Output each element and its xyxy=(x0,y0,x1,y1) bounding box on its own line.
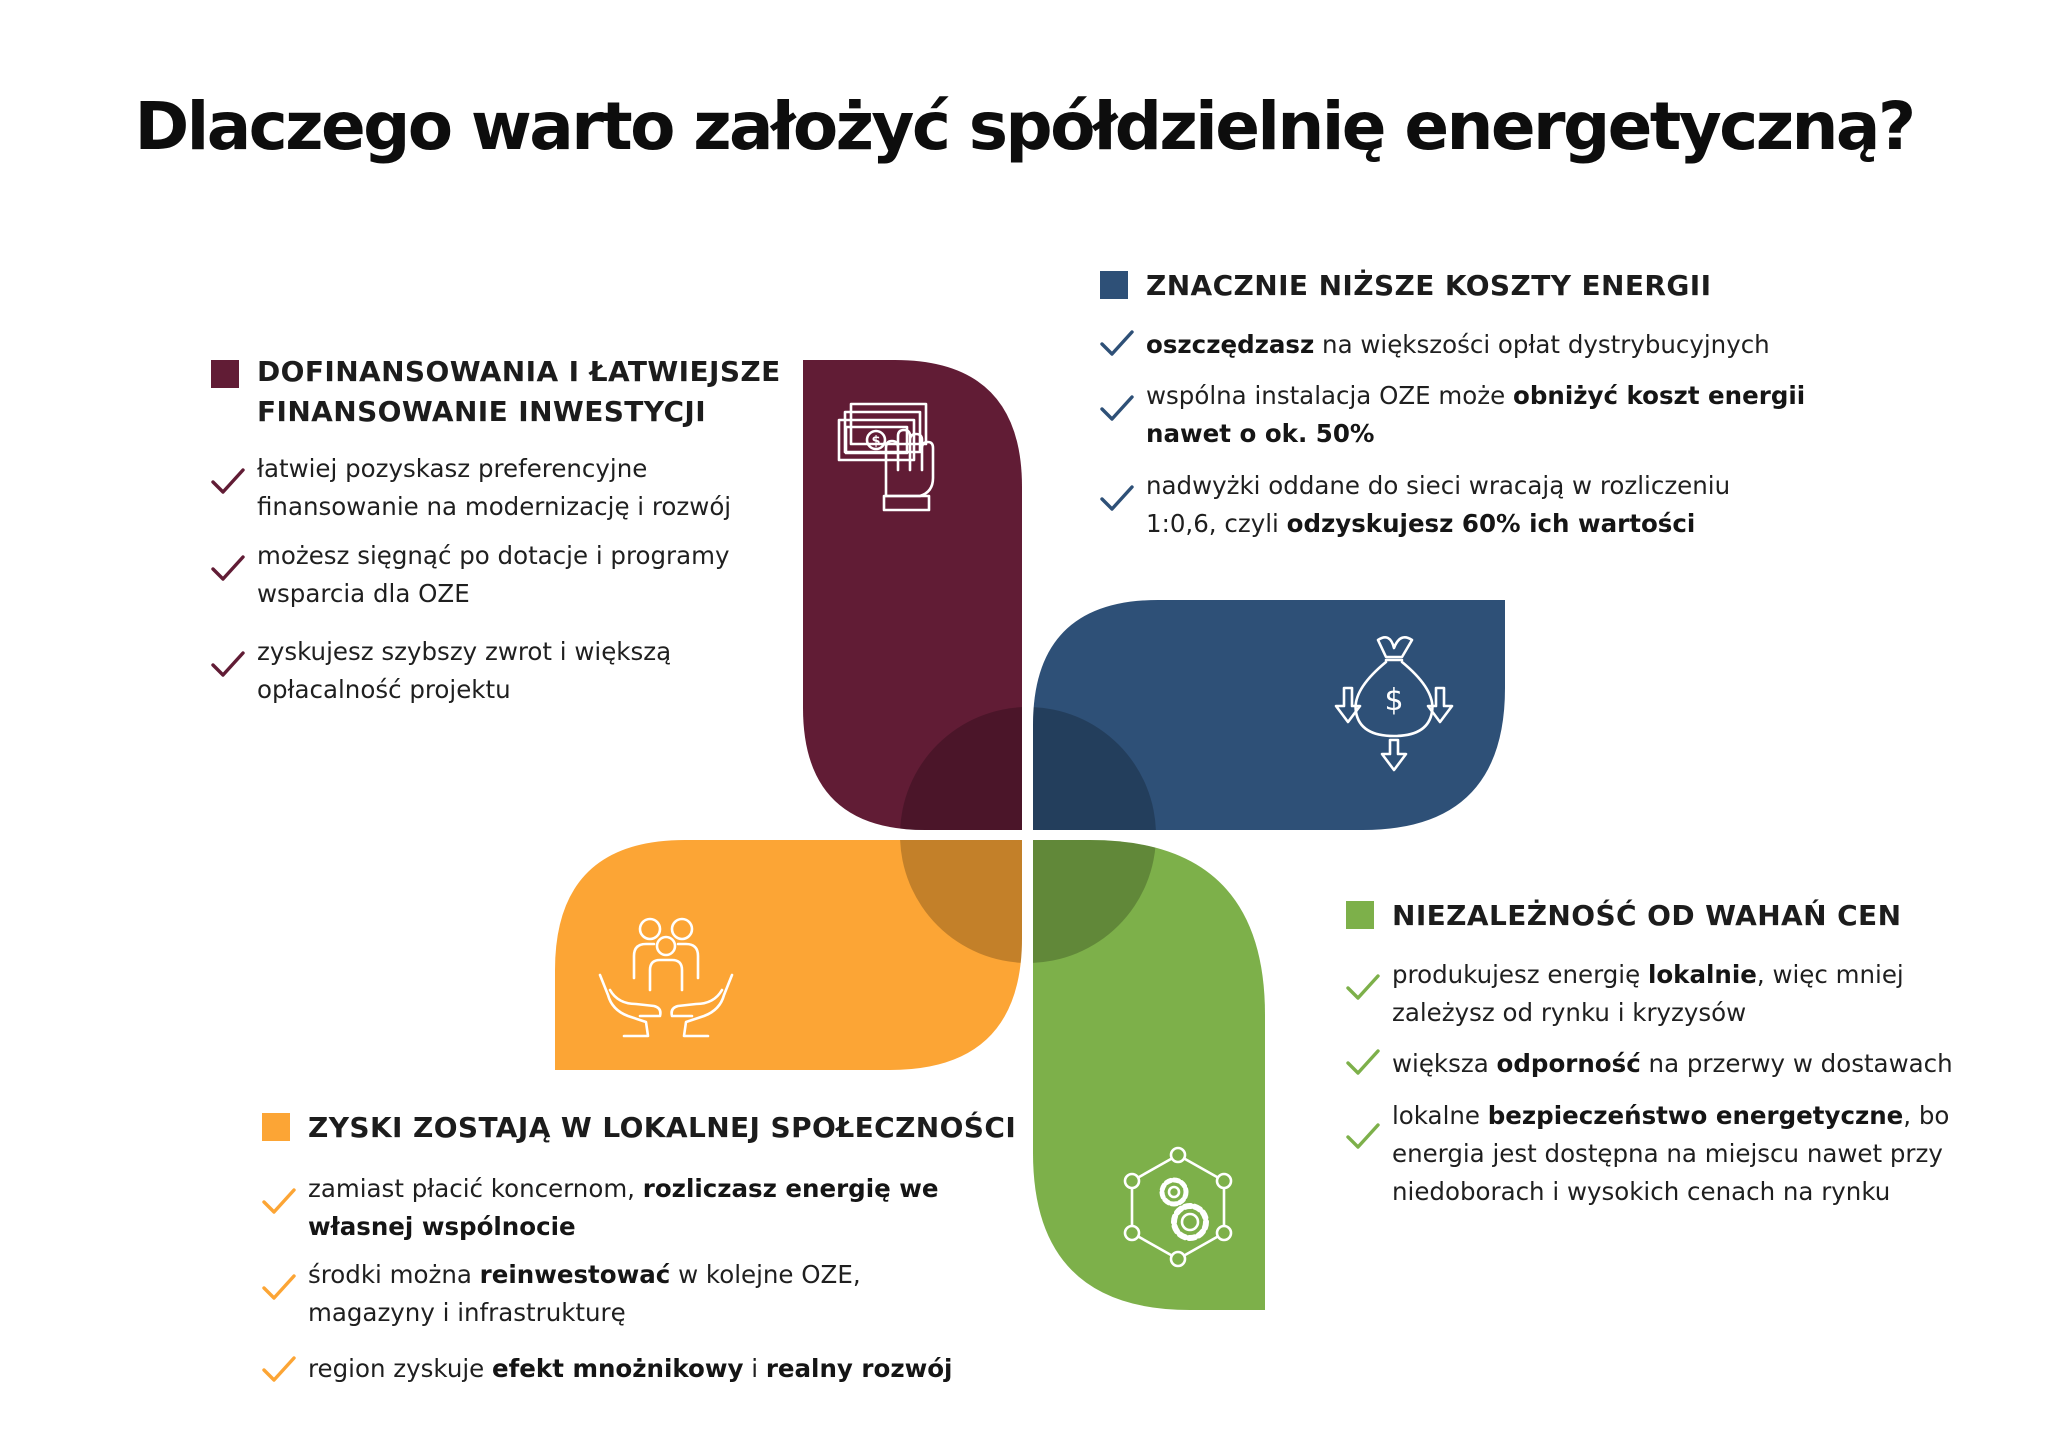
navy-check-icon xyxy=(1100,483,1134,513)
green-check-icon xyxy=(1346,972,1380,1002)
independence-list xyxy=(1346,956,2036,1211)
orange-check-icon xyxy=(262,1272,296,1302)
section-funding-header xyxy=(211,352,791,432)
list-item: większa odporność na przerwy w dostawach xyxy=(1346,1045,2036,1083)
section-independence-header xyxy=(1346,896,2036,936)
costs-list xyxy=(1100,326,1820,543)
list-item: region zyskuje efekt mnożnikowy i realny rozwój xyxy=(262,1350,1022,1388)
navy-check-icon xyxy=(1100,328,1134,358)
list-item: oszczędzasz na większości opłat dystrybucyjnych xyxy=(1100,326,1820,364)
section-community-title: ZYSKI ZOSTAJĄ W LOKALNEJ SPOŁECZNOŚCI xyxy=(308,1111,1017,1144)
section-costs-title: ZNACZNIE NIŻSZE KOSZTY ENERGII xyxy=(1146,269,1712,302)
purple-check-icon xyxy=(211,553,245,583)
list-item: łatwiej pozyskasz preferencyjne finansowanie na modernizację i rozwój xyxy=(211,450,791,526)
page-title: Dlaczego warto założyć spółdzielnię energetyczną? xyxy=(134,88,1914,165)
funding-list xyxy=(211,450,791,709)
svg-text:$: $ xyxy=(1384,683,1404,718)
purple-square-icon xyxy=(211,360,239,388)
navy-square-icon xyxy=(1100,271,1128,299)
purple-check-icon xyxy=(211,466,245,496)
green-check-icon xyxy=(1346,1047,1380,1077)
list-item: zamiast płacić koncernom, rozliczasz energię we własnej wspólnocie xyxy=(262,1170,1022,1246)
list-item: lokalne bezpieczeństwo energetyczne, bo energia jest dostępna na miejscu nawet przy niedoborach i wysokich cenach na rynku xyxy=(1346,1097,2036,1211)
section-independence-title: NIEZALEŻNOŚĆ OD WAHAŃ CEN xyxy=(1392,899,1902,932)
section-independence xyxy=(1346,896,2036,1211)
section-funding-title: DOFINANSOWANIA I ŁATWIEJSZE FINANSOWANIE INWESTYCJI xyxy=(257,355,781,428)
community-list xyxy=(262,1170,1022,1388)
section-costs xyxy=(1100,266,1820,543)
list-item: środki można reinwestować w kolejne OZE, magazyny i infrastrukturę xyxy=(262,1256,1022,1332)
list-item: produkujesz energię lokalnie, więc mniej zależysz od rynku i kryzysów xyxy=(1346,956,2036,1032)
navy-check-icon xyxy=(1100,393,1134,423)
list-item: zyskujesz szybszy zwrot i większą opłacalność projektu xyxy=(211,633,791,709)
svg-text:$: $ xyxy=(871,434,881,449)
list-item: możesz sięgnąć po dotacje i programy wsparcia dla OZE xyxy=(211,537,791,613)
section-costs-header xyxy=(1100,266,1820,306)
orange-square-icon xyxy=(262,1113,290,1141)
center-overlap xyxy=(900,707,1156,963)
list-item: wspólna instalacja OZE może obniżyć koszt energii nawet o ok. 50% xyxy=(1100,377,1820,453)
purple-check-icon xyxy=(211,649,245,679)
section-community-header xyxy=(262,1108,1022,1148)
section-funding xyxy=(211,352,791,709)
green-square-icon xyxy=(1346,901,1374,929)
section-community xyxy=(262,1108,1022,1388)
orange-check-icon xyxy=(262,1354,296,1384)
list-item: nadwyżki oddane do sieci wracają w rozliczeniu 1:0,6, czyli odzyskujesz 60% ich wartości xyxy=(1100,467,1820,543)
green-check-icon xyxy=(1346,1121,1380,1151)
orange-check-icon xyxy=(262,1186,296,1216)
